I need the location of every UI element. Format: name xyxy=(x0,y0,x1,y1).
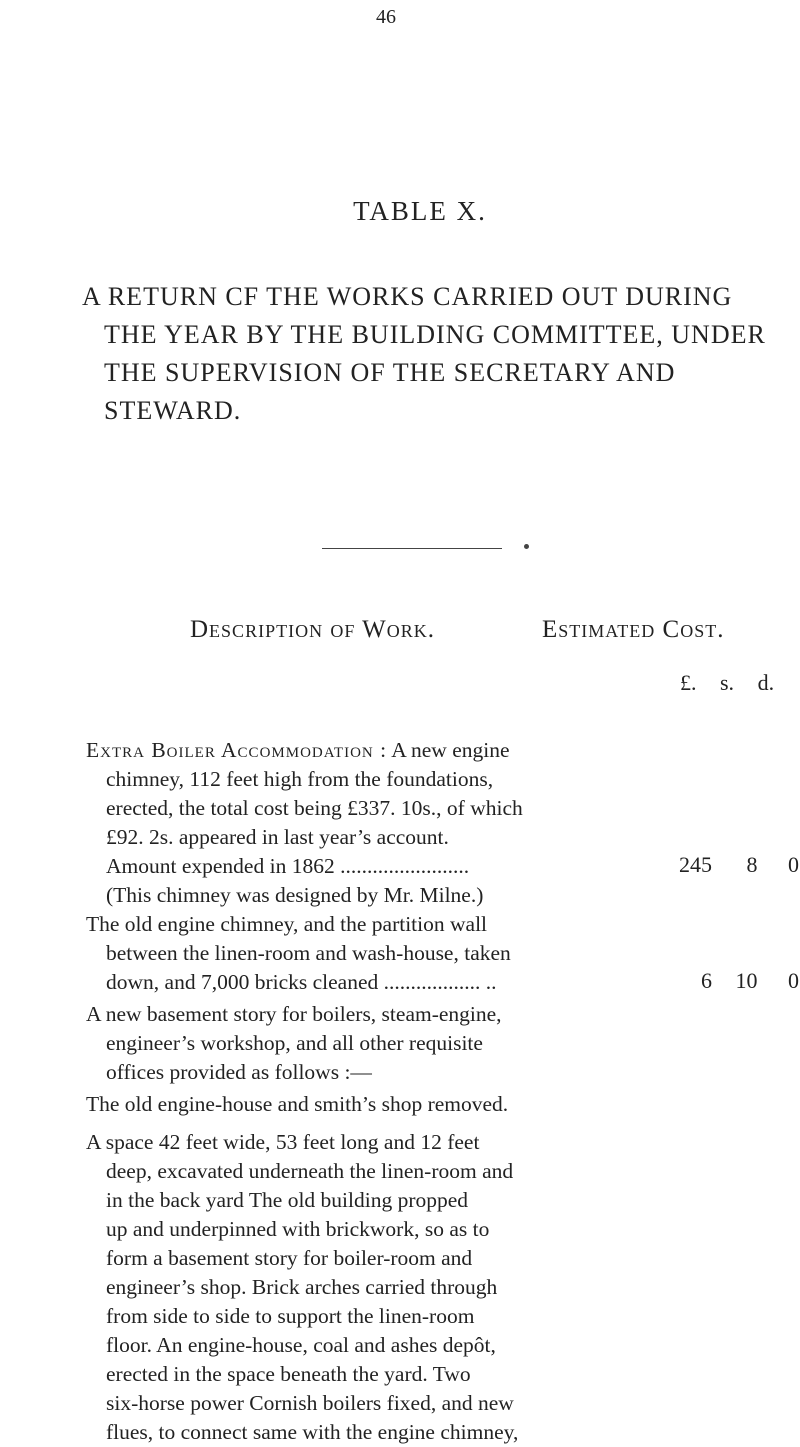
entry-boiler xyxy=(86,736,656,910)
entry-line: engineer’s workshop, and all other requisite xyxy=(106,1031,483,1055)
entry-line: A new basement story for boilers, steam-engine, xyxy=(86,1002,502,1026)
table-heading xyxy=(82,278,772,430)
entry-line: erected, the total cost being £337. 10s., of which xyxy=(106,796,523,820)
column-header-estimated-cost: Estimated Cost. xyxy=(542,616,725,643)
cost-shillings: 10 xyxy=(735,968,758,993)
entry-line: (This chimney was designed by Mr. Milne.) xyxy=(106,883,484,907)
shillings-unit: s. xyxy=(720,670,735,695)
entry-first-line xyxy=(86,736,656,765)
page-number: 46 xyxy=(376,6,396,28)
entry-lead: Extra Boiler Accommodation : xyxy=(86,738,388,762)
cost-pence: 0 xyxy=(788,852,799,877)
heading-line: THE SUPERVISION OF THE SECRETARY AND xyxy=(104,358,676,387)
entry-line: in the back yard The old building propped xyxy=(106,1188,469,1212)
cost-old-chimney xyxy=(668,968,799,994)
pounds-unit: £. xyxy=(680,670,697,695)
heading-line: A RETURN CF THE WORKS CARRIED OUT DURING xyxy=(82,282,733,311)
table-title: TABLE X. xyxy=(353,196,487,226)
entry-line: up and underpinned with brickwork, so as to xyxy=(106,1217,490,1241)
entry-line: A space 42 feet wide, 53 feet long and 12 feet xyxy=(86,1130,480,1154)
entry-line: Amount expended in 1862 ........................ xyxy=(106,854,470,878)
entry-old-chimney xyxy=(86,910,636,997)
entry-line: deep, excavated underneath the linen-room and xyxy=(106,1159,514,1183)
entry-line: The old engine chimney, and the partition wall xyxy=(86,912,488,936)
entry-line: six-horse power Cornish boilers fixed, and new xyxy=(106,1391,514,1415)
column-header-description: Description of Work. xyxy=(190,616,435,643)
divider-rule xyxy=(322,548,502,549)
entry-line: erected in the space beneath the yard. Two xyxy=(106,1362,471,1386)
entry-line: from side to side to support the linen-room xyxy=(106,1304,475,1328)
entry-line: The old engine-house and smith’s shop removed. xyxy=(86,1092,509,1116)
entry-text: A new engine xyxy=(391,738,510,762)
cost-pounds: 245 xyxy=(679,852,712,877)
entry-line: engineer’s shop. Brick arches carried through xyxy=(106,1275,498,1299)
divider-dot xyxy=(524,544,529,549)
entry-line: £92. 2s. appeared in last year’s account. xyxy=(106,825,449,849)
cost-pence: 0 xyxy=(788,968,799,993)
heading-line: STEWARD. xyxy=(104,396,242,425)
entry-line: offices provided as follows :— xyxy=(106,1060,372,1084)
entry-line: flues, to connect same with the engine chimney, xyxy=(106,1420,519,1444)
pence-unit: d. xyxy=(757,670,775,695)
entry-engine-house xyxy=(86,1090,636,1119)
entry-line: between the linen-room and wash-house, taken xyxy=(106,941,511,965)
entry-space xyxy=(86,1128,636,1447)
entry-line: down, and 7,000 bricks cleaned .................. .. xyxy=(106,970,497,994)
heading-line: THE YEAR BY THE BUILDING COMMITTEE, UNDER xyxy=(104,320,766,349)
entry-line: form a basement story for boiler-room and xyxy=(106,1246,473,1270)
cost-shillings: 8 xyxy=(746,852,758,877)
entry-line: chimney, 112 feet high from the foundations, xyxy=(106,767,494,791)
entry-basement xyxy=(86,1000,636,1087)
currency-units-header xyxy=(680,670,792,696)
cost-pounds: 6 xyxy=(701,968,712,993)
cost-boiler xyxy=(668,852,799,878)
entry-line: floor. An engine-house, coal and ashes depôt, xyxy=(106,1333,496,1357)
